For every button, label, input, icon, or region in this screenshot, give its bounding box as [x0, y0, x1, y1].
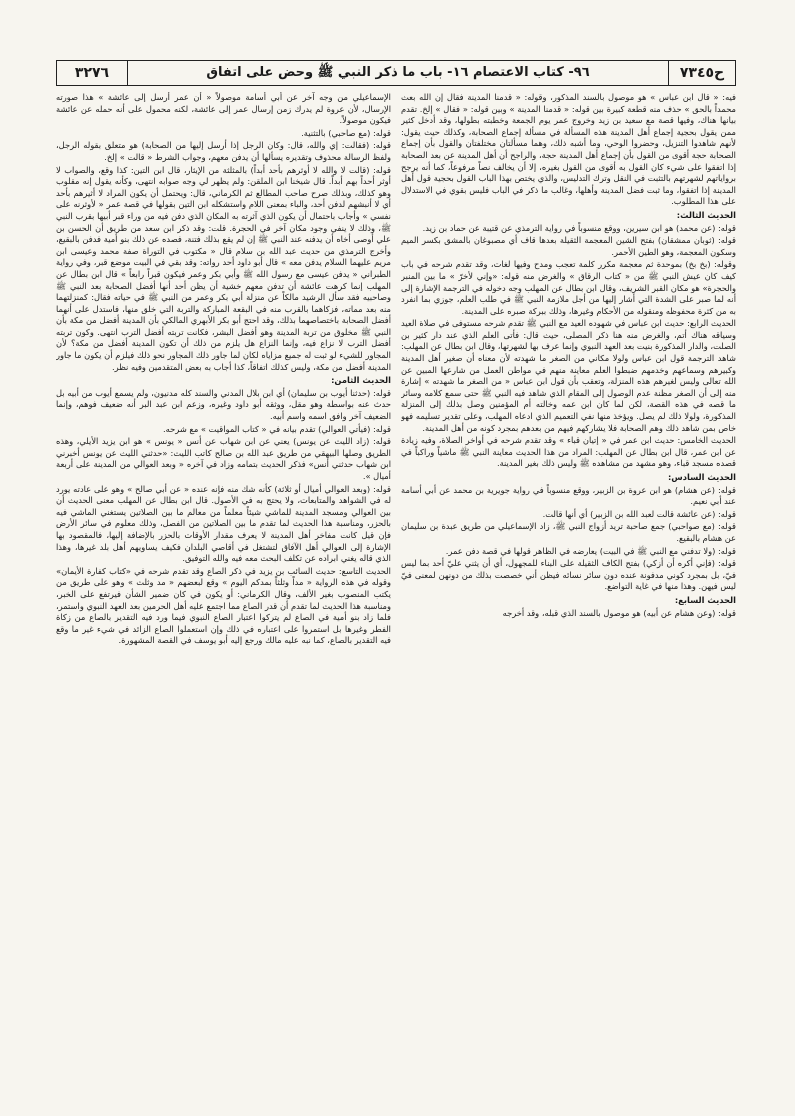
paragraph: الحديث الخامس: حديث ابن عمر في « إتيان قباء » وقد تقدم شرحه في أواخر الصلاة، وفيه زيادة عن ابن عمر، قال ابن بطال عن المهلب: المراد من هذا الحديث معاينة النبي ﷺ ماشياً وراكباً في قصده مسجد قباء، وهو مشهد من مشاهده ﷺ وليس ذلك بغير المدينة.: [401, 435, 736, 469]
section-heading: الحديث الثالث:: [676, 209, 736, 220]
paragraph: الحديث التاسع: حديث السائب بن يزيد في ذكر الصاع وقد تقدم شرحه في «كتاب كفارة الأيمان» وقوله في هذه الرواية « مداً وثلثاً بمدكم اليوم » وقع لبعضهم « مد وثلث » وهو على طريق من يكتب المنصوب بغير الألف، وقال الكرماني: أو يكون في كان ضمير الشأن فيرتفع على الخبر، ومناسبة هذا الحديث لما تقدم أن قدر الصاع مما اجتمع عليه أهل الحرمين بعد العهد النبوي واستمر، فلما زاد بنو أمية في الصاع لم يتركوا اعتبار الصاع النبوي فيما ورد فيه التقدير بالصاع من زكاة الفطر وغيرها بل استمروا على اعتباره في ذلك وإن استعملوا الصاع الزائد في شيء غير ما وقع فيه التقدير بالصاع، كما نبه عليه مالك ورجع إليه أبو يوسف في القصة المشهورة.: [56, 565, 391, 646]
book-page: [56, 60, 736, 1106]
paragraph: وقوله: (بخ بخ) بموحدة ثم معجمة مكرر كلمة تعجب ومدح وفيها لغات، وقد تقدم شرحه في باب كيف كان عيش النبي ﷺ من « كتاب الرقاق » والغرض منه قوله: «وإني لأخرّ » ما بين المنبر والحجرة» هو مكان القبر الشريف، وقال ابن بطال عن المهلب وجه دخوله في الترجمة الإشارة إلى أنه لما صبر على الشدة التي أشار إليها من أجل ملازمة النبي ﷺ في طلب العلم، جوزي بما انفرد به من كثرة محفوظه ومنقوله من الأحكام وغيرها، وذلك ببركة صبره على المدينة.: [401, 259, 736, 316]
paragraph: قوله: (قالت لا والله لا أوثرهم بأحد أبداً) بالمثلثة من الإيثار، قال ابن التين: كذا وقع، والصواب لا أوثر أحداً بهم أبداً. قال شيخنا ابن الملقن: ولم يظهر لي وجه صوابه انتهى، وكأنه يقول إنه مقلوب وهو كذلك، وبذلك صرح صاحب المطالع ثم الكرماني، قال: ويحتمل أن يكون المراد لا أثيرهم بأحد أي لا أنبشهم لدفن أحد، والباء بمعنى اللام واستشكله ابن التين بقولها في قصة عمر « لأوثرنه على نفسي » وأجاب باحتمال أن يكون الذي آثرته به المكان الذي دفن فيه من وراء قبر أبيها بقرب النبي ﷺ، وذلك لا ينفي وجود مكان آخر في الحجرة. قلت: وقد ذكر ابن سعد من طريق أن الحسن بن علي أوصى أخاه أن يدفنه عند النبي ﷺ إن لم يقع بذلك فتنة، فصده عن ذلك بنو أمية فدفن بالبقيع، وأخرج الترمذي من حديث عبد الله بن سلام قال « مكتوب في التوراة صفة محمد وعيسى ابن مريم عليهما السلام يدفن معه » قال أبو داود أحد رواته: وقد بقي في البيت موضع قبر، وفي رواية الطبراني « يدفن عيسى مع رسول الله ﷺ وأبي بكر وعمر فيكون قبراً رابعاً » قال ابن بطال عن المهلب إنما كرهت عائشة أن تدفن معهم خشية أن يظن أحد أنها أفضل الصحابة بعد النبي ﷺ وصاحبيه فقد سأل الرشيد مالكاً عن منزلة أبي بكر وعمر من النبي ﷺ في حياته فقال: كمنزلتهما منه بعد مماته، فزكاهما بالقرب منه في البقعة المباركة والتربة التي خلق منها، فاستدل على أنهما أفضل الصحابة باختصاصهما بذلك، وقد احتج أبو بكر الأبهري المالكي بأن المدينة أفضل من مكة بأن النبي ﷺ مخلوق من تربة المدينة وهو أفضل البشر، فكانت تربته أفضل الترب انتهى. وكون تربته أفضل الترب لا نزاع فيه، وإنما النزاع هل يلزم من ذلك أن تكون المدينة أفضل من مكة؟ لأن المجاور للشيء لو ثبت له جميع مزاياه لكان لما جاور ذلك المجاور نحو ذلك فيلزم أن يكون ما جاور المدينة أفضل من مكة، وليس كذلك اتفاقاً، كذا أجاب به بعض المتقدمين وفيه نظر.: [56, 164, 391, 372]
section-heading: الحديث السادس:: [667, 472, 736, 482]
paragraph: قوله: (وعن هشام عن أبيه) هو موصول بالسند الذي قبله، وقد أخرجه: [502, 607, 736, 618]
paragraph: قوله: (وبعد العوالي أميال أو ثلاثة) كأنه شك منه فإنه عنده « عن أبي صالح » وهو على عادته يورد له في الشواهد والمتابعات، ولا يحتج به في الأصول. قال ابن بطال عن المهلب معنى الحديث أن بين العوالي ومسجد المدينة للماشي شيئاً معلماً من معالم ما بين الصلاتين يستغني الماشي فيه بالحزر، ومناسبة هذا الحديث لما تقدم ما بين الصلاتين من الفصل، وذلك معلوم في سائر الأرض فإن قيل كانت مفاخر أهل المدينة لا يعرف مقدار الأوقات بالحزر بالإضافة إليها، فالمقصود بها الإشارة إلى العوالي أهل الآفاق لتشتغل في أقاصي البلدان فكيف يساويهم أهل بلد غيرها، وهذا الذي قاله يغني ابراده عن تكلف البحث معه فيه والله التوفيق.: [56, 483, 391, 564]
page-number: ٣٢٧٦: [74, 65, 110, 81]
paragraph: قوله: (ولا تدفني مع النبي ﷺ في البيت) يعارضه في الظاهر قولها في قصة دفن عمر.: [445, 545, 736, 556]
paragraph: فيه: « قال ابن عباس » هو موصول بالسند المذكور، وقوله: « قدمنا المدينة فقال إن الله بعث محمداً بالحق » حذف منه قطعة كبيرة بين قوله: « قدمنا المدينة » وبين قوله: « فقال » إلخ. تقدم بيانها هناك، وفيها قصة مع سعيد بن زيد وخروج عمر يوم الجمعة وخطبته بطولها، وقد أدخل كثير ممن يقول بحجية إجماع أهل المدينة هذه المسألة في مسألة إجماع الصحابة، وكذلك حيث يقول: لأنهم شاهدوا التنزيل، وحضروا الوحي، وما أشبه ذلك، وهما مسألتان مختلفتان والقول بأن إجماع الصحابة حجة أقوى من القول بأن إجماع أهل المدينة حجة، والراجح أن أهل المدينة عن بعد الصحابة إذا اتفقوا على شيء كان القول به أقوى من القول بغيره، إلا أن يخالف نصاً مرفوعاً، كما أنه يرجح برواياتهم لشهرتهم بالتثبت في النقل وترك التدليس، والذي يختص بهذا الباب القول بحجية قول أهل المدينة إذا اتفقوا، وما ثبت فضل المدينة وأهلها، وغالب ما ذكر في الباب فليس بقوي في الاستدلال على هذا المطلوب.: [401, 92, 736, 207]
paragraph: قوله: (زاد الليث عن يونس) يعني عن ابن شهاب عن أنس « يونس » هو ابن يزيد الأيلي، وهذه الطريق وصلها البيهقي من طريق عبد الله بن صالح كاتب الليث: «حدثني الليث عن يونس أخبرني ابن شهاب حدثني أنس» فذكر الحديث بتمامه وزاد في آخره « وبعد العوالي من المدينة على أربعة أميال ».: [56, 436, 391, 481]
section-heading: الحديث السابع:: [674, 594, 736, 605]
paragraph: الحديث الرابع: حديث ابن عباس في شهوده العيد مع النبي ﷺ تقدم شرحه مستوفى في صلاة العيد وسياقه هناك أتم، والغرض منه هنا ذكر المصلى، حيث قال: فأتى العلم الذي عند دار كثير بن الصلت، والدار المذكورة بنيت بعد العهد النبوي وإنما عرف بها لشهرتها، وقال ابن بطال عن المهلب: شاهد الترجمة قول ابن عباس ولولا مكاني من الصغر ما شهدته لأن معناه أن صغير أهل المدينة وكبيرهم وسماعهم وخدمهم ضبطوا العلم معاينة منهم في مواطن العمل من شارعها المبين عن الله تعالى وليس لغيرهم هذه المنزلة، وتعقب بأن قول ابن عباس « من الصغر ما شهدته » إشارة منه إلى أن الصغر مظنة عدم الوصول إلى المقام الذي شاهد فيه النبي ﷺ حتى سمع كلامه وسائر ما قصه في هذه القصة، لكن لما كان ابن عمه وخالته أم المؤمنين وصل بذلك إلى المنزلة المذكورة، ولولا ذلك لم يصل. ويؤخذ منها نفي التعميم الذي ادعاه المهلب، وعلى تقدير تسليمه فهو خاص بمن شاهد ذلك وهم الصحابة فلا يشاركهم فيهم من بعدهم بمجرد كونه من أهل المدينة.: [401, 318, 736, 433]
paragraph: قوله: (فيأتي العوالي) تقدم بيانه في « كتاب المواقيت » مع شرحه.: [163, 423, 391, 434]
paragraph: قوله: (مع صاحبي) بالتثنية.: [301, 127, 391, 138]
left-column: [56, 92, 391, 1102]
paragraph: قوله: (ثوبان ممشقان) بفتح الشين المعجمة الثقيلة بعدها قاف أي مصبوغان بالمشق بكسر الميم وسكون المعجمة، وهو الطين الأحمر.: [401, 235, 736, 257]
text-columns: [56, 92, 736, 1102]
section-heading: الحديث الثامن:: [331, 375, 391, 386]
chapter-title: ٩٦- كتاب الاعتصام ١٦- باب ما ذكر النبي ﷺ وحض على اتفاق: [127, 61, 669, 85]
paragraph: قوله: (عن عائشة قالت لعبد الله بن الزبير) أي أنها قالت.: [542, 508, 736, 519]
paragraph: قوله: (فقالت: إي والله، قال: وكان الرجل إذا أرسل إليها من الصحابة) هو متعلق بقوله الرجل، ولفظ الرسالة محذوف وتقديره يسألها أن يدفن معهم، وجواب الشرط « قالت » إلخ.: [56, 140, 391, 162]
paragraph: قوله: (حدثنا أيوب بن سليمان) أي ابن بلال المدني والسند كله مدنيون، ولم يسمع أيوب من أبيه بل حدث عنه بواسطة وهو مقل، ووثقه أبو داود وغيره، وزعم ابن عبد البر أنه ضعيف فوهم، وإنما الضعيف آخر وافق اسمه واسم أبيه.: [56, 387, 391, 422]
paragraph: قوله: (فإني أكره أن أزكي) بفتح الكاف الثقيلة على البناء للمجهول، أي أن يثني عليّ أحد بما ليس فيّ، بل بمجرد كوني مدفونة عنده دون سائر نسائه فيظن أني خصصت بذلك من دونهن لمعنى فيّ ليس فيهن. وهذا منها في غاية التواضع.: [401, 558, 736, 592]
hadith-reference: ح٧٣٤٥: [679, 65, 725, 81]
paragraph: قوله: (عن هشام) هو ابن عروة بن الزبير، ووقع منسوباً في رواية جويرية بن محمد عن أبي أسامة عند أبي نعيم.: [401, 484, 736, 507]
paragraph: قوله: (عن محمد) هو ابن سيرين، ووقع منسوباً في رواية الترمذي عن قتيبة عن حماد بن زيد.: [422, 222, 736, 233]
right-column: [401, 92, 736, 1102]
paragraph: قوله: (مع صواحبي) جمع صاحبة تريد أزواج النبي ﷺ، زاد الإسماعيلي من طريق عبدة بن سليمان عن هشام بالبقيع.: [401, 521, 736, 543]
running-header: [56, 60, 736, 86]
paragraph: الإسماعيلي من وجه آخر عن أبي أسامة موصولاً « أن عمر أرسل إلى عائشة » هذا صورته الإرسال، لأن عروة لم يدرك زمن إرسال عمر إلى عائشة، لكنه محمول على أنه حمله عن عائشة فيكون موصولاً.: [56, 92, 391, 126]
